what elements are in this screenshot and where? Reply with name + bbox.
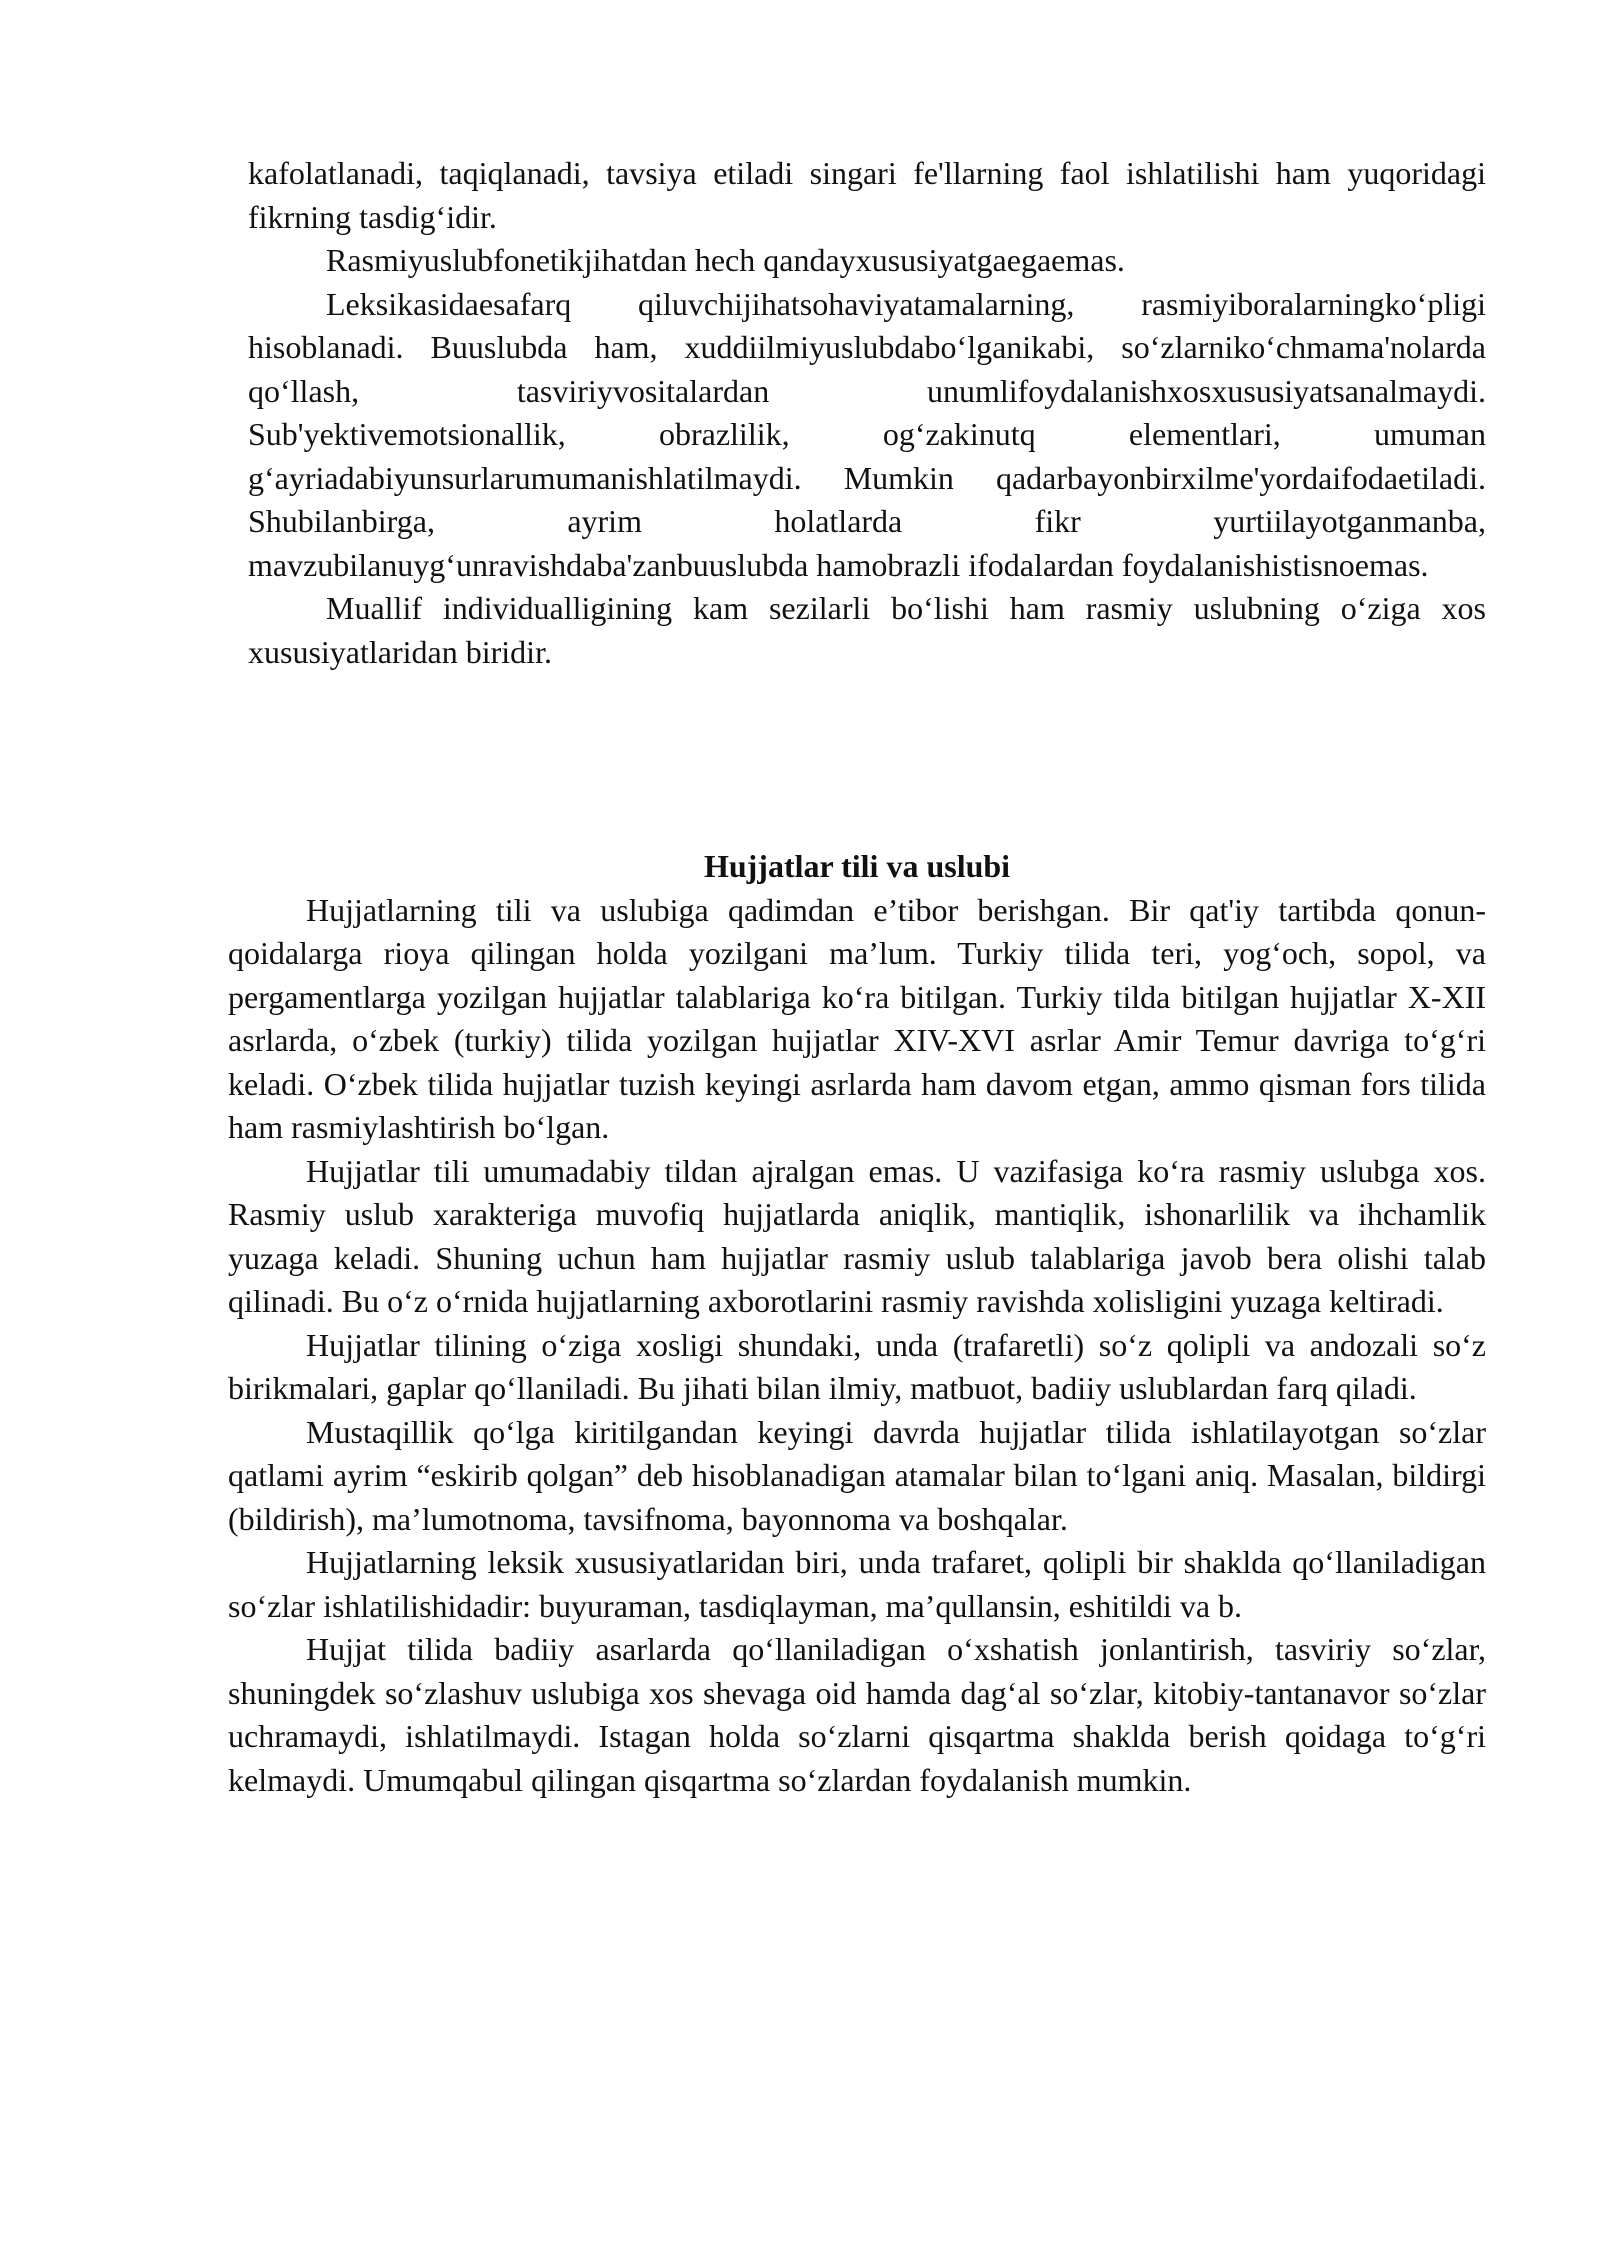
- section-text-block: [228, 845, 1486, 1802]
- intro-text-block: [248, 152, 1486, 674]
- paragraph-independence: Mustaqillik qo‘lga kiritilgandan keyingi davrda hujjatlar tilida ishlatilayotgan so‘zlar qatlami ayrim “eskirib qolgan” deb hisoblanadigan atamalar bilan to‘lgani aniq. Masalan, bildirgi (bildirish), ma’lumotnoma, tavsifnoma, bayonnoma va boshqalar.: [228, 1413, 1486, 1537]
- paragraph-history: Hujjatlarning tili va uslubiga qadimdan e’tibor berishgan. Bir qat'iy tartibda qonun-qoidalarga rioya qilingan holda yozilgani ma’lum. Turkiy tilida teri, yog‘och, sopol, va pergamentlarga yozilgan hujjatlar talablariga ko‘ra bitilgan. Turkiy tilda bitilgan hujjatlar X-XII asrlarda, o‘zbek (turkiy) tilida yozilgan hujjatlar XIV-XVI asrlar Amir Temur davriga to‘g‘ri keladi. O‘zbek tilida hujjatlar tuzish keyingi asrlarda ham davom etgan, ammo qisman fors tilida ham rasmiylashtirish bo‘lgan.: [228, 891, 1486, 1145]
- paragraph-uniqueness: Hujjatlar tilining o‘ziga xosligi shundaki, unda (trafaretli) so‘z qolipli va andozali so‘z birikmalari, gaplar qo‘llaniladi. Bu jihati bilan ilmiy, matbuot, badiiy uslublardan farq qiladi.: [228, 1326, 1486, 1406]
- section-title: Hujjatlar tili va uslubi: [703, 848, 1011, 884]
- paragraph-official-style: Hujjatlar tili umumadabiy tildan ajralgan emas. U vazifasiga ko‘ra rasmiy uslubga xos. Rasmiy uslub xarakteriga muvofiq hujjatlarda aniqlik, mantiqlik, ishonarlilik va ihchamlik yuzaga keladi. Shuning uchun ham hujjatlar rasmiy uslub talablariga javob bera olishi talab qilinadi. Bu o‘z o‘rnida hujjatlarning axborotlarini rasmiy ravishda xolisligini yuzaga keltiradi.: [228, 1152, 1486, 1319]
- paragraph-restrictions: Hujjat tilida badiiy asarlarda qo‘llaniladigan o‘xshatish jonlantirish, tasviriy so‘zlar, shuningdek so‘zlashuv uslubiga xos shevaga oid hamda dag‘al so‘zlar, kitobiy-tantanavor so‘zlar uchramaydi, ishlatilmaydi. Istagan holda so‘zlarni qisqartma shaklda berish qoidaga to‘g‘ri kelmaydi. Umumqabul qilingan qisqartma so‘zlardan foydalanish mumkin.: [228, 1631, 1486, 1798]
- paragraph-phonetic: Rasmiyuslubfonetikjihatdan hech qandayxususiyatgaegaemas.: [326, 242, 1125, 278]
- paragraph-continuation: kafolatlanadi, taqiqlanadi, tavsiya etiladi singari fe'llarning faol ishlatilishi ham yuqoridagi fikrning tasdig‘idir.: [248, 155, 1486, 235]
- paragraph-lexical-features: Hujjatlarning leksik xususiyatlaridan biri, unda trafaret, qolipli bir shaklda qo‘llaniladigan so‘zlar ishlatilishidadir: buyuraman, tasdiqlayman, ma’qullansin, eshitildi va b.: [228, 1544, 1486, 1624]
- heading-spacer: [228, 845, 1486, 889]
- paragraph-author-individuality: Muallif individualligining kam sezilarli bo‘lishi ham rasmiy uslubning o‘ziga xos xususiyatlaridan biridir.: [248, 590, 1486, 670]
- paragraph-lexical: Leksikasidaesafarq qiluvchijihatsohaviyatamalarning, rasmiyiboralarningko‘pligi hisoblanadi. Buuslubda ham, xuddiilmiyuslubdabo‘lganikabi, so‘zlarniko‘chmama'nolarda qo‘llash, tasviriyvositalardan unumlifoydalanishxosxususiyatsanalmaydi. Sub'yektivemotsionallik, obrazlilik, og‘zakinutq elementlari, umuman g‘ayriadabiyunsurlarumumanishlatilmaydi. Mumkin qadarbayonbirxilme'yordaifodaetiladi. Shubilanbirga, ayrim holatlarda fikr yurtiilayotganmanba, mavzubilanuyg‘unravishdaba'zanbuuslubda hamobrazli ifodalardan foydalanishistisnoemas.: [248, 285, 1486, 583]
